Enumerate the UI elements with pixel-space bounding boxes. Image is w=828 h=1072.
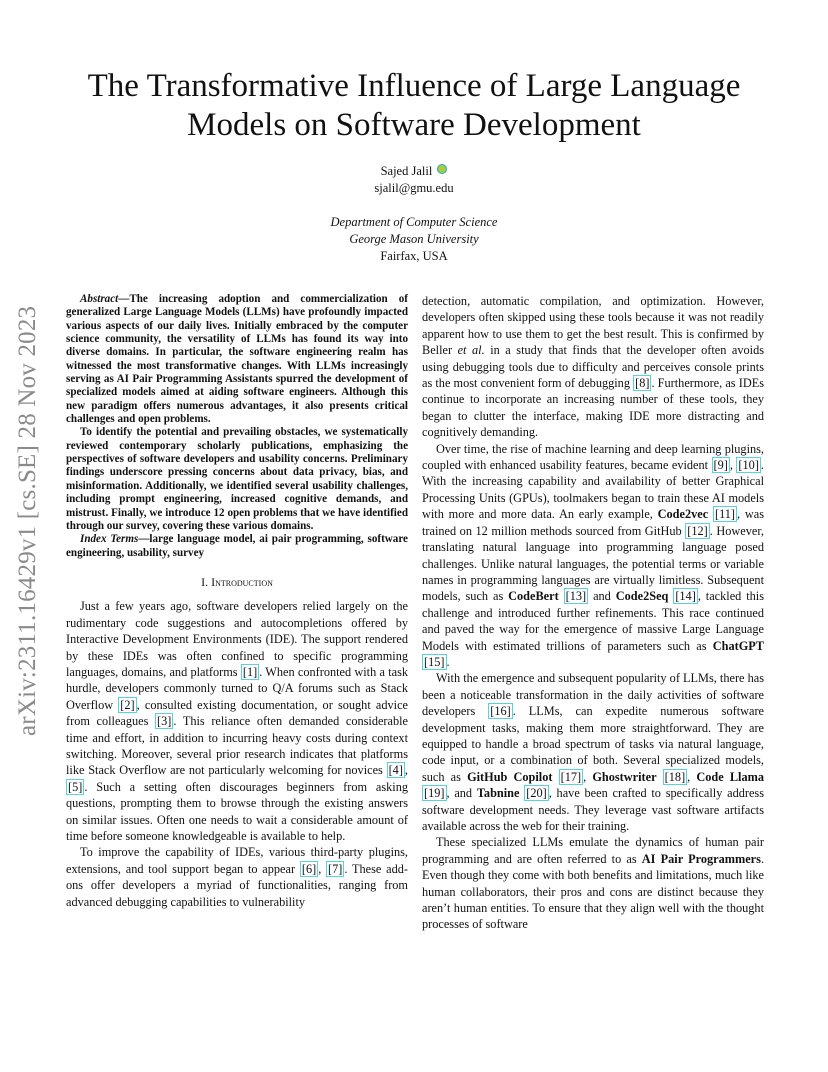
- intro-paragraph-4: With the emergence and subsequent popularity of LLMs, there has been a noticeable transformation in the daily activities of software developers [16] . LLMs, can expedite numerous software development tasks, making them more straightforward. They are equipped to handle a broad spectrum of tasks via natural language, code input, or a combination of both. Several specialized models, such as GitHub Copilot [17] , Ghostwriter [18] , Code Llama [19] , and Tabnine [20] , have been crafted to specifically address software development needs. They leverage vast software artifacts available across the web for their training.: [422, 671, 765, 833]
- intro-paragraph-2-continued: detection, automatic compilation, and optimization. However, developers often skipped using these tools because it was not readily apparent how to use them to get the best result. This is confirmed by Beller et al. in a study that finds that the developer often avoids using debugging tools due to difficulty and perceives console prints as the most convenient form of debugging [8] . Furthermore, as IDEs continue to incorporate an increasing number of these tools, they began to clutter the interface, making IDE more distracting and cognitively demanding.: [422, 294, 765, 440]
- author-university: George Mason University: [349, 232, 479, 246]
- citation-link[interactable]: [16]: [490, 704, 511, 719]
- intro-paragraph-5: These specialized LLMs emulate the dynamics of human pair programming and are often referred to as AI Pair Programmers. Even though they come with both benefits and limitations, much like human collaborators, their pros and cons are distinct because they aren’t human entities. To ensure that they align well with the thought processes of software: [422, 835, 765, 932]
- citation-link[interactable]: [5]: [68, 779, 83, 794]
- citation-link[interactable]: [13]: [565, 589, 587, 604]
- citation-link[interactable]: [18]: [664, 769, 686, 784]
- citation-link[interactable]: [17]: [560, 769, 582, 784]
- model-name: Code Llama: [696, 769, 765, 784]
- paper-title: The Transformative Influence of Large Language Models on Software Development: [87, 68, 741, 143]
- citation-link[interactable]: [2]: [120, 697, 135, 712]
- author-name: Sajed Jalil: [380, 164, 433, 178]
- citation-link[interactable]: [8]: [635, 376, 650, 391]
- model-name: AI Pair Programmers: [641, 851, 761, 866]
- citation-link[interactable]: [7]: [328, 861, 343, 876]
- model-name: ChatGPT: [712, 638, 764, 653]
- citation-link[interactable]: [20]: [526, 786, 547, 801]
- author-email: sjalil@gmu.edu: [374, 181, 454, 195]
- arxiv-side-label: arXiv:2311.16429v1 [cs.SE] 28 Nov 2023: [14, 305, 41, 737]
- right-column: [422, 293, 764, 933]
- left-column: [66, 293, 408, 910]
- orcid-icon[interactable]: [437, 164, 447, 174]
- abstract-paragraph-1: Abstract—The increasing adoption and commercialization of generalized Large Language Models (LLMs) have profoundly impacted various aspects of our daily lives. Initially embraced by the computer science community, the versatility of LLMs has found its way into diverse domains. In particular, the software engineering realm has witnessed the most transformative changes. With LLMs increasingly serving as AI Pair Programming Assistants spurred the development of specialized models aimed at aiding software engineers. Although this new paradigm offers numerous advantages, it also presents critical challenges and open problems.: [66, 293, 408, 426]
- model-name: Code2Seq: [615, 589, 669, 604]
- model-name: Tabnine: [476, 786, 520, 801]
- citation-link[interactable]: [12]: [687, 523, 708, 538]
- citation-link[interactable]: [4]: [388, 763, 403, 778]
- citation-link[interactable]: [1]: [242, 664, 258, 679]
- section-heading-introduction: I. Introduction: [201, 574, 273, 589]
- author-department: Department of Computer Science: [330, 215, 498, 229]
- author-location: Fairfax, USA: [380, 249, 448, 263]
- citation-link[interactable]: [6]: [301, 861, 317, 876]
- intro-paragraph-1: Just a few years ago, software developers relied largely on the rudimentary code suggestions and autocompletions offered by Interactive Development Environments (IDE). The support rendered by these IDEs was often confined to specific programming languages, domains, and platforms [1] . When confronted with a task hurdle, developers commonly turned to Q/A forums such as Stack Overflow [2] , consulted existing documentation, or sought advice from colleagues [3] . This reliance often demanded considerable time and effort, in addition to incurring heavy costs during context switching. Moreover, several prior research indicates that platforms like Stack Overflow are not particularly welcoming for novices [4] , [5] . Such a setting often discourages beginners from asking questions, prompting them to browse through the existing answers on similar issues. Often one needs to wait a considerable amount of time before someone knowledgeable is available to help.: [66, 599, 408, 843]
- model-name: CodeBert: [508, 589, 559, 604]
- citation-link[interactable]: [10]: [738, 458, 759, 473]
- citation-link[interactable]: [3]: [157, 714, 172, 729]
- abstract-paragraph-2: To identify the potential and prevailing obstacles, we systematically reviewed contemporary scholarly publications, emphasizing the perspectives of software developers and usability concerns. Preliminary findings underscore pressing concerns about data privacy, bias, and misinformation. Additionally, we identified several usability challenges, including prompt engineering, increased cognitive demands, and mistrust. Finally, we introduce 12 open problems that we have identified through our survey, covering these various domains.: [66, 426, 408, 532]
- citation-link[interactable]: [15]: [424, 654, 445, 669]
- intro-paragraph-2: To improve the capability of IDEs, various third-party plugins, extensions, and tool support began to appear [6] , [7] . These add-ons offer developers a myriad of functionalities, ranging from advanced debugging capabilities to vulnerability: [66, 845, 408, 909]
- citation-link[interactable]: [11]: [714, 507, 736, 522]
- abstract: [66, 293, 408, 560]
- citation-link[interactable]: [14]: [675, 589, 696, 604]
- citation-link[interactable]: [19]: [424, 786, 445, 801]
- model-name: GitHub Copilot: [467, 769, 553, 784]
- intro-paragraph-3: Over time, the rise of machine learning and deep learning plugins, coupled with enhanced usability features, became evident [9] , [10] . With the increasing capability and availability of better Graphical Processing Units (GPUs), toolmakers began to train these AI models with more and more data. An early example, Code2vec [11] , was trained on 12 million methods sourced from GitHub [12] . However, translating natural language into programming language posed challenges. Unlike natural languages, the potential terms or variable names in programming languages are virtually limitless. Subsequent models, such as CodeBert [13] and Code2Seq [14] , tackled this challenge and introduced further refinements. This race continued and paved the way for the emergence of massive Large Language Models with estimated trillions of parameters such as ChatGPT [15] .: [422, 441, 765, 669]
- index-terms-label: Index Terms: [80, 533, 139, 546]
- citation-link[interactable]: [9]: [713, 458, 728, 473]
- author-name-line: [0, 164, 828, 179]
- index-terms: Index Terms—large language model, ai pair programming, software engineering, usability, survey: [66, 533, 408, 559]
- model-name: Code2vec: [657, 507, 709, 522]
- italic-text: et al.: [457, 343, 485, 358]
- abstract-label: Abstract: [80, 293, 119, 305]
- model-name: Ghostwriter: [592, 769, 657, 784]
